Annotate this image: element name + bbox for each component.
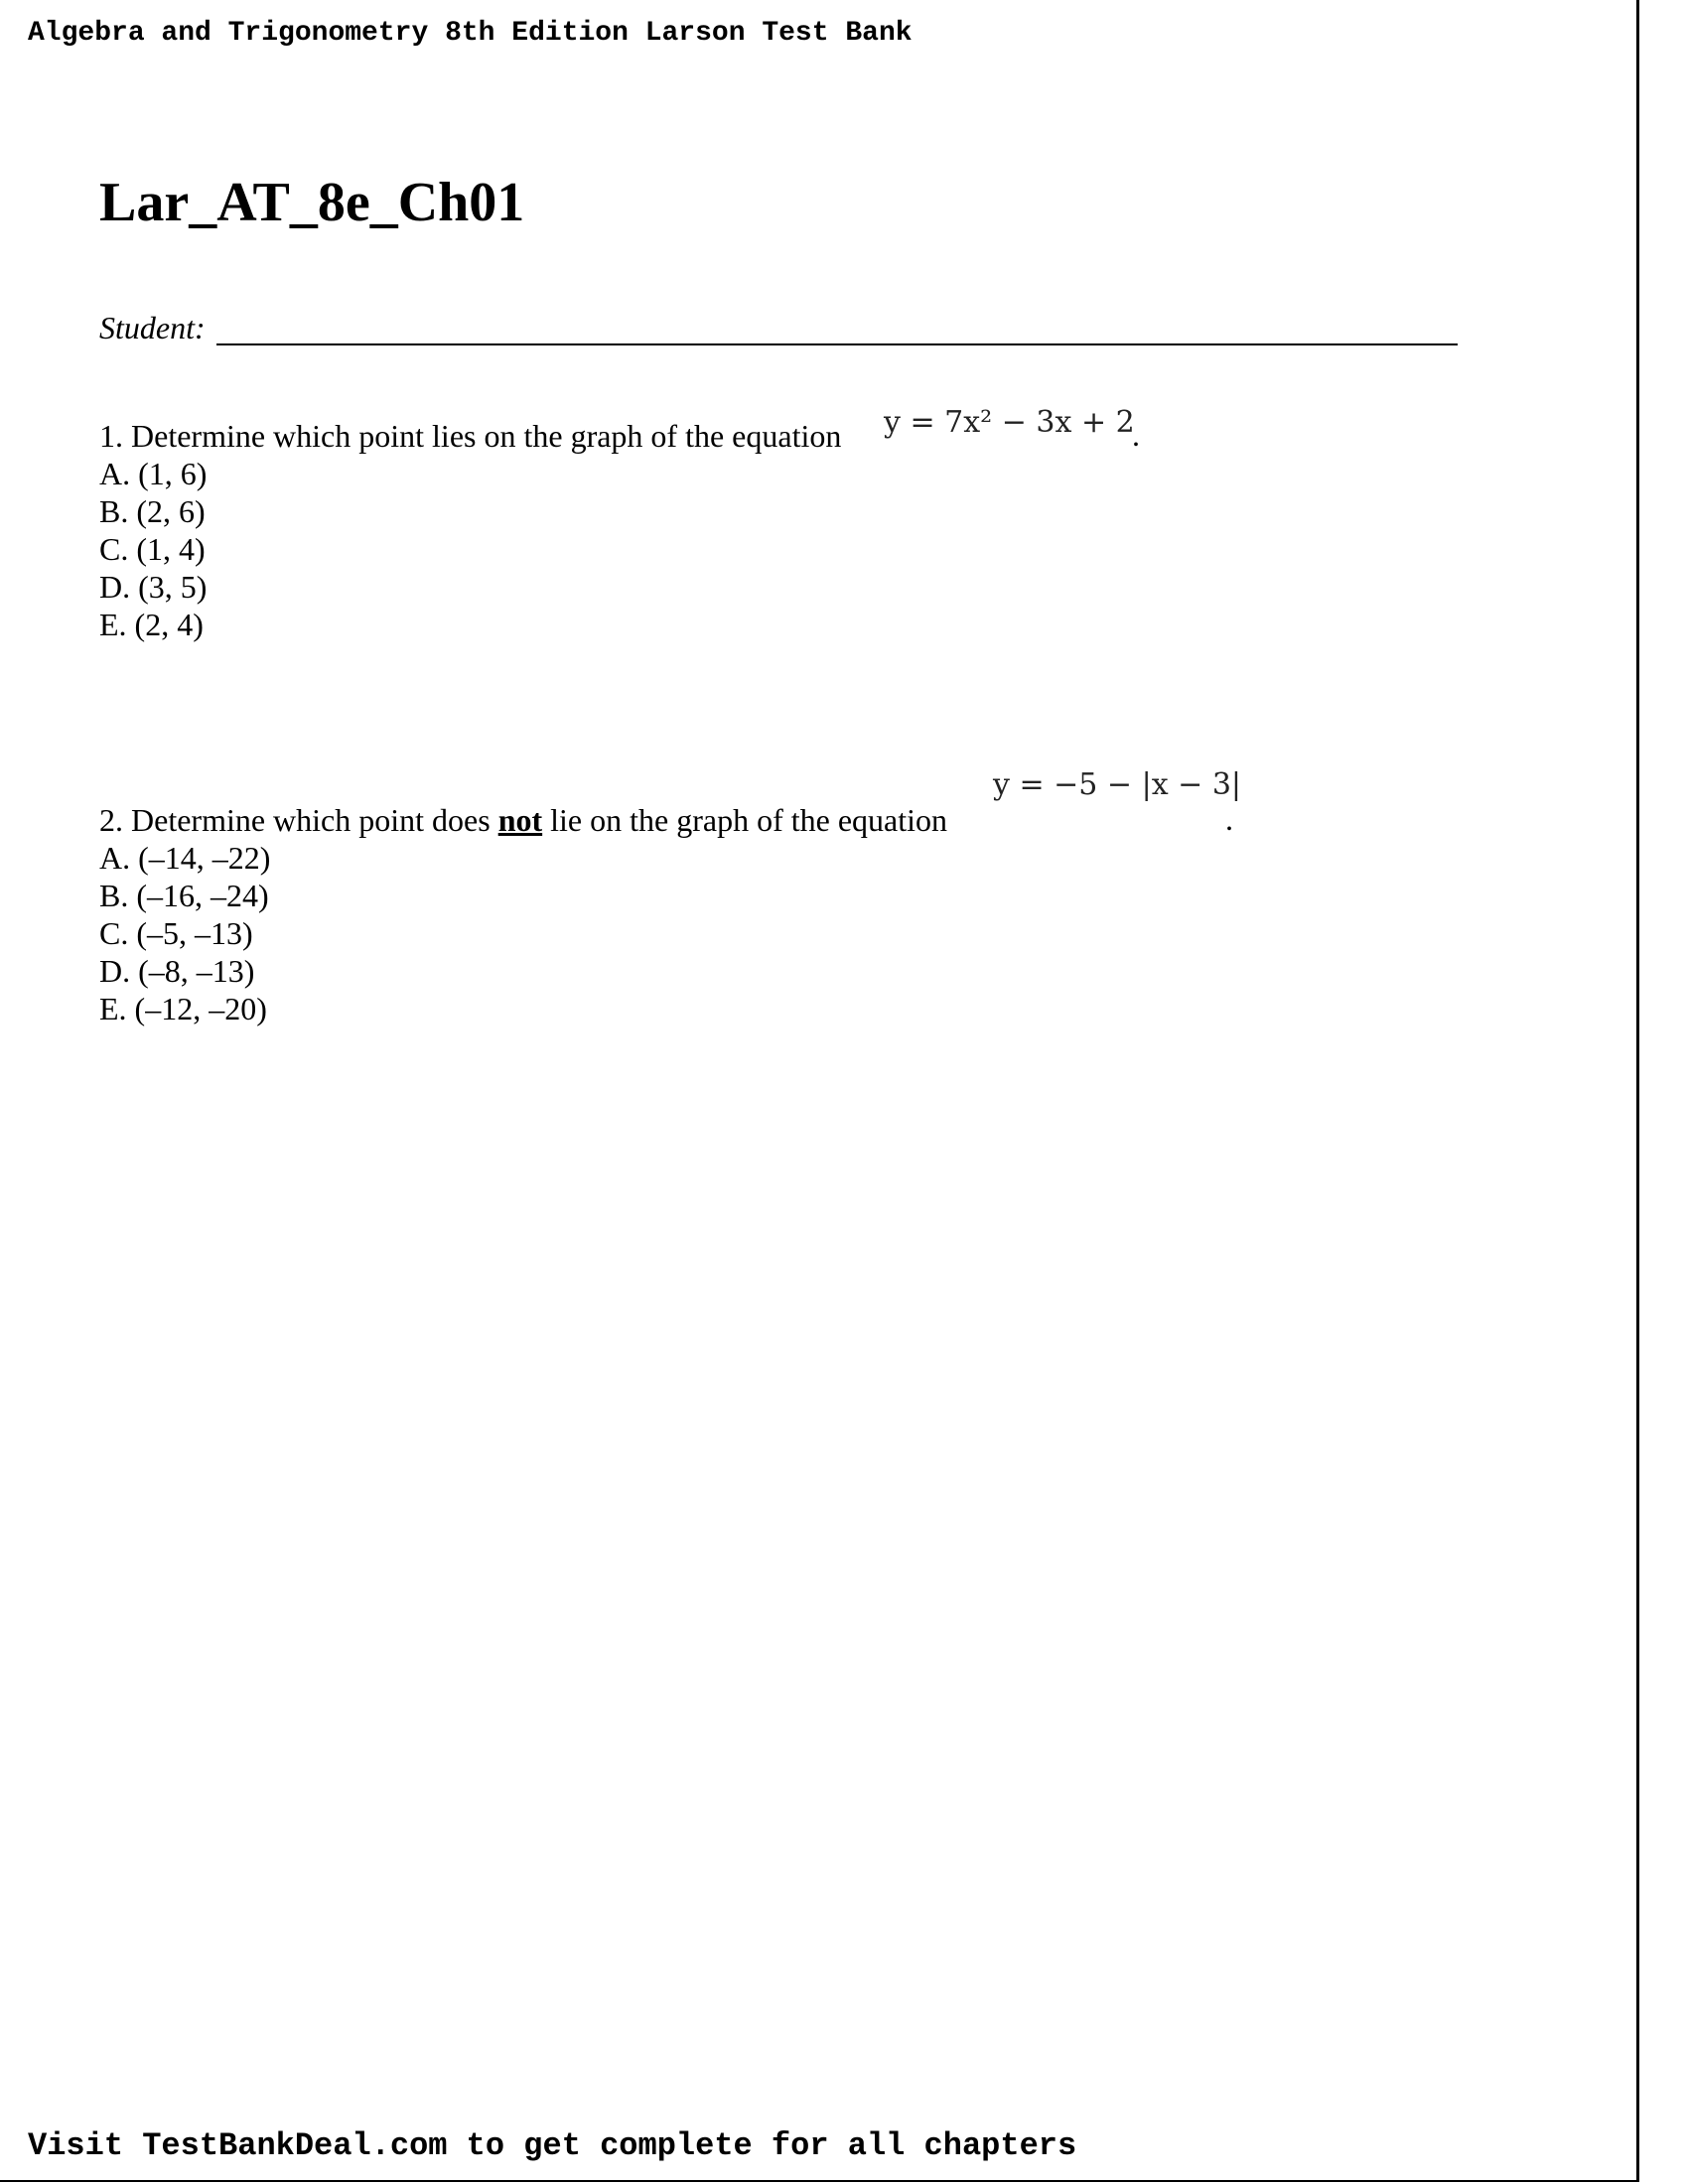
question-2-period: . — [1225, 801, 1233, 837]
question-1-choice-e: E. (2, 4) — [99, 607, 204, 642]
question-1-equation: y = 7x² − 3x + 2 — [884, 405, 1135, 440]
question-2-stem-after: lie on the graph of the equation — [550, 802, 948, 838]
question-2-choice-a: A. (–14, –22) — [99, 840, 271, 876]
question-1-stem: 1. Determine which point lies on the graph of the equation — [99, 418, 842, 454]
question-2-stem-before: 2. Determine which point does — [99, 802, 491, 838]
student-name-line[interactable] — [216, 343, 1458, 345]
question-2-stem-emphasis: not — [497, 802, 543, 838]
question-2-equation: y = −5 − |x − 3| — [993, 767, 1242, 802]
question-2-choice-b: B. (–16, –24) — [99, 878, 269, 913]
student-label: Student: — [99, 310, 206, 345]
footer-banner: Visit TestBankDeal.com to get complete for all chapters — [28, 2127, 1077, 2164]
question-1 — [99, 417, 841, 643]
page-title: Lar_AT_8e_Ch01 — [99, 172, 525, 233]
header-banner: Algebra and Trigonometry 8th Edition Larson Test Bank — [28, 18, 913, 49]
question-1-period: . — [1132, 417, 1140, 453]
question-1-choice-c: C. (1, 4) — [99, 531, 206, 567]
question-1-choice-a: A. (1, 6) — [99, 456, 208, 491]
question-1-choice-d: D. (3, 5) — [99, 569, 208, 605]
question-2-choice-e: E. (–12, –20) — [99, 991, 267, 1026]
question-1-choice-b: B. (2, 6) — [99, 493, 206, 529]
question-2-choice-c: C. (–5, –13) — [99, 915, 253, 951]
student-field — [99, 310, 206, 346]
question-2-choice-d: D. (–8, –13) — [99, 953, 255, 989]
question-2-stem — [99, 801, 947, 839]
question-2 — [99, 801, 947, 1027]
